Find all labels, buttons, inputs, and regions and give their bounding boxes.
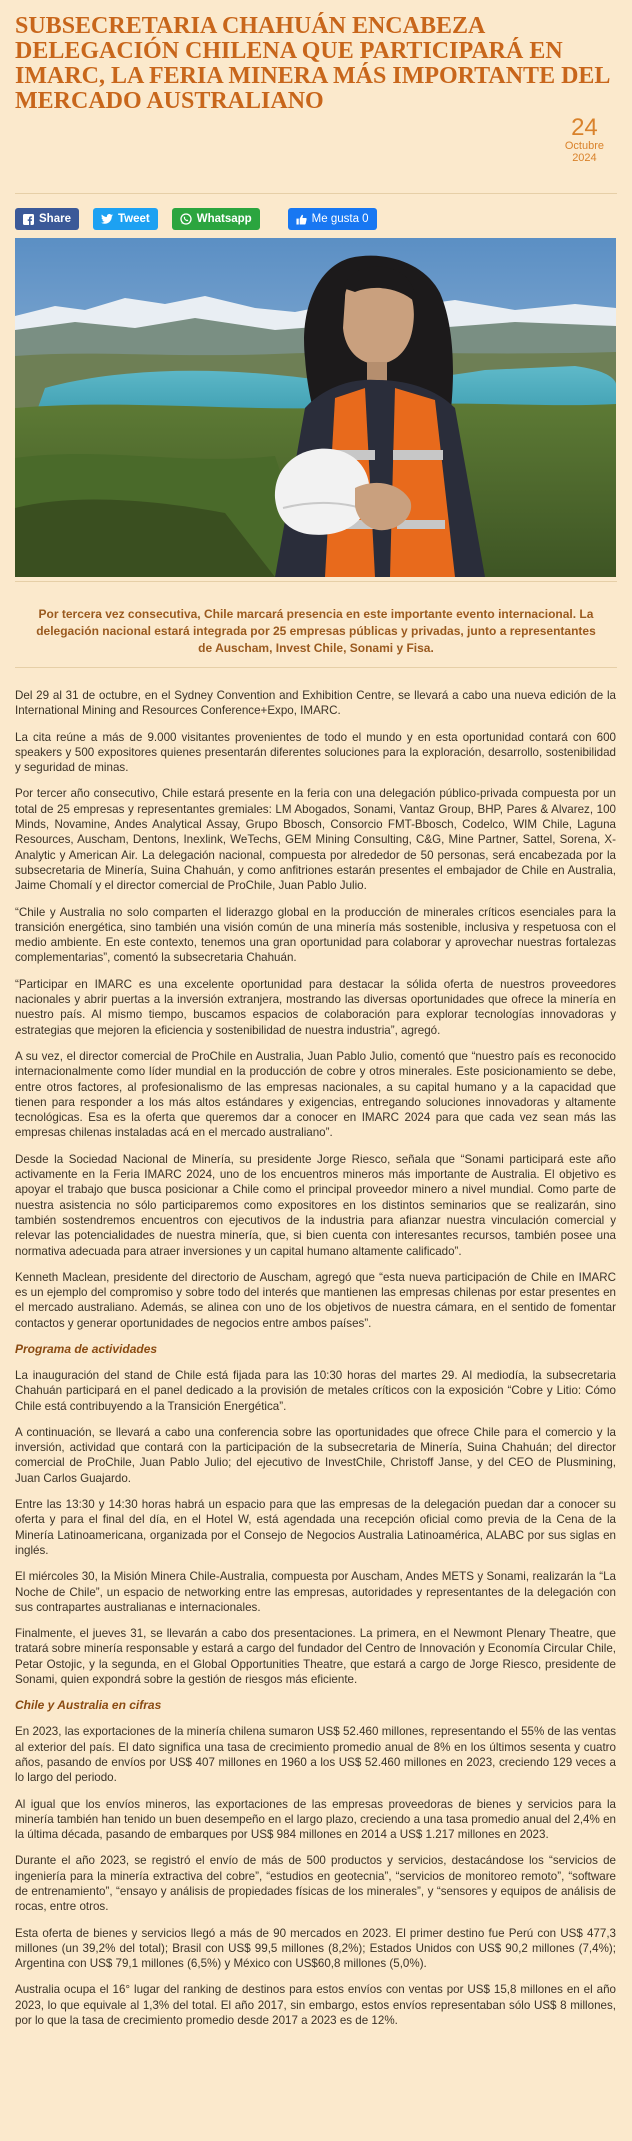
paragraph: En 2023, las exportaciones de la minería chilena sumaron US$ 52.460 millones, representando el 55% de las ventas al exterior del país. El dato significa una tasa de crecimiento promedio anual de 8% en los últimos sesenta y cuatro años, pasando de envíos por US$ 407 millones en 1960 a los US$ 52.460 millones en 2023, creciendo 129 veces a lo largo del periodo. [15, 1725, 616, 1785]
date-day: 24 [571, 114, 598, 141]
paragraph: A su vez, el director comercial de ProChile en Australia, Juan Pablo Julio, comentó que “nuestro país es reconocido internacionalmente como líder mundial en la producción de cobre y otros minerales. Este posicionamiento se debe, entre otros factores, al profesionalismo de las empresas nacionales, a su capital humano y a la capacidad que tienen para responder a los más altos estándares y exigencias, entregando soluciones innovadoras y altamente tecnológicas. Esa es la oferta que queremos dar a conocer en IMARC 2024 para que cada vez sean más las empresas chilenas instaladas acá en el mercado australiano”. [15, 1049, 616, 1140]
paragraph: Al igual que los envíos mineros, las exportaciones de las empresas proveedoras de bienes y servicios para la minería también han tenido un buen desempeño en el largo plazo, creciendo a una tasa promedio anual del 2,4% en la última década, pasando de embarques por US$ 984 millones en 2014 a US$ 1.217 millones en 2023. [15, 1797, 616, 1842]
whatsapp-icon [180, 213, 192, 225]
twitter-bird-icon [101, 214, 113, 224]
facebook-like-button[interactable] [288, 208, 377, 230]
paragraph: Por tercer año consecutivo, Chile estará presente en la feria con una delegación público-privada compuesta por un total de 25 empresas y representantes gremiales: LM Abogados, Sonami, Vantaz Group, BHP, Pares & Alvarez, 100 Minds, Novamine, Andes Analytical Assay, Grupo Bbosch, Consorcio FMT-Bbosch, Codelco, WIM Chile, Laguna Resources, Auscham, Dentons, Inexlink, WeTechs, GEM Mining Consulting, C&G, Mine Partner, Sattel, Sorena, X-Analytic y American Air. La delegación nacional, compuesta por alrededor de 50 personas, será encabezada por la subsecretaria de Minería, Suina Chahuán, y como anfitriones estarán presentes el embajador de Chile en Australia, Jaime Chomalí y el director comercial de ProChile, Juan Pablo Julio. [15, 787, 616, 893]
twitter-tweet-label: Tweet [117, 213, 150, 225]
thumbs-up-icon [296, 214, 307, 225]
facebook-icon [23, 214, 34, 225]
paragraph: Durante el año 2023, se registró el envío de más de 500 productos y servicios, destacándose los “servicios de ingeniería para la minería extractiva del cobre”, “estudios en geotecnia”, “servicios de monitoreo remoto”, “software de entrenamiento”, “ensayo y análisis de propiedades físicas de los minerales”, y “sensores y equipos de análisis de rocas, entre otros. [15, 1854, 616, 1914]
article-title: SUBSECRETARIA CHAHUÁN ENCABEZA DELEGACIÓN CHILENA QUE PARTICIPARÁ EN IMARC, LA FERIA MINERA MÁS IMPORTANTE DEL MERCADO AUSTRALIANO [15, 13, 610, 114]
divider [15, 581, 617, 582]
paragraph: Finalmente, el jueves 31, se llevarán a cabo dos presentaciones. La primera, en el Newmont Plenary Theatre, que tratará sobre minería responsable y estará a cargo del fundador del Centro de Innovación y Economía Circular Chile, Petar Ostojic, y la segunda, en el Global Opportunities Theatre, que estará a cargo de Jorge Riesco, presidente de Sonami, quien expondrá sobre la gestión de riesgos más eficiente. [15, 1627, 616, 1687]
article-photo [15, 238, 616, 577]
facebook-share-button[interactable] [15, 208, 79, 230]
paragraph: La cita reúne a más de 9.000 visitantes provenientes de todo el mundo y en esta oportunidad contará con 600 speakers y 500 expositores quienes presentarán diferentes soluciones para la exploración, desarrollo, sostenibilidad y seguridad de minas. [15, 730, 616, 775]
landscape-portrait-image [15, 238, 616, 577]
article-lead: Por tercera vez consecutiva, Chile marcará presencia en este importante evento internacional. La delegación nacional estará integrada por 25 empresas públicas y privadas, junto a representantes de Auscham, Invest Chile, Sonami y Fisa. [36, 607, 596, 655]
whatsapp-share-button[interactable] [172, 208, 260, 230]
section-heading: Programa de actividades [15, 1341, 158, 1356]
paragraph: A continuación, se llevará a cabo una conferencia sobre las oportunidades que ofrece Chile para el comercio y la inversión, actividad que contará con la participación de la subsecretaria de Minería, Suina Chahuán; del director comercial de ProChile, Juan Pablo Julio; del ejecutivo de InvestChile, Christoff Janse, y del CEO de Plusmining, Juan Carlos Guajardo. [15, 1425, 616, 1485]
paragraph: “Participar en IMARC es una excelente oportunidad para destacar la sólida oferta de nuestros proveedores nacionales y abrir puertas a la inversión extranjera, mostrando las diversas oportunidades que ofrece la minería en nuestro país. Al mismo tiempo, buscamos espacios de colaboración para explorar tecnologías innovadoras y estrategias que mejoren la eficiencia y sostenibilidad de nuestra industria”, agregó. [15, 977, 616, 1037]
section-heading: Chile y Australia en cifras [15, 1698, 162, 1713]
facebook-like-label: Me gusta 0 [311, 213, 369, 225]
whatsapp-share-label: Whatsapp [196, 213, 252, 225]
paragraph: Kenneth Maclean, presidente del directorio de Auscham, agregó que “esta nueva participación de Chile en IMARC es un ejemplo del compromiso y sobre todo del interés que mantienen las empresas chilenas por estar presentes en el mercado australiano. Además, se alinea con uno de los objetivos de nuestra cámara, en el sentido de fomentar contactos y generar oportunidades de negocios entre ambos países”. [15, 1270, 616, 1330]
article-body [15, 688, 616, 2039]
share-bar [15, 208, 377, 230]
paragraph: Del 29 al 31 de octubre, en el Sydney Convention and Exhibition Centre, se llevará a cabo una nueva edición de la International Mining and Resources Conference+Expo, IMARC. [15, 689, 616, 718]
paragraph: La inauguración del stand de Chile está fijada para las 10:30 horas del martes 29. Al mediodía, la subsecretaria Chahuán participará en el panel dedicado a la provisión de metales críticos con la exposición “Cobre y Litio: Cómo Chile está contribuyendo a la Transición Energética”. [15, 1368, 616, 1413]
twitter-tweet-button[interactable] [93, 208, 158, 230]
divider [15, 193, 617, 194]
date-month: Octubre [564, 140, 604, 152]
divider [15, 667, 617, 668]
paragraph: Australia ocupa el 16° lugar del ranking de destinos para estos envíos con ventas por US$ 15,8 millones en el año 2023, lo que equivale al 1,3% del total. El año 2017, sin embargo, estos envíos representaban sólo US$ 8 millones, por lo que la tasa de crecimiento promedio desde 2017 a 2023 es de 12%. [15, 1983, 616, 2028]
paragraph: Esta oferta de bienes y servicios llegó a más de 90 mercados en 2023. El primer destino fue Perú con US$ 477,3 millones (un 39,2% del total); Brasil con US$ 99,5 millones (8,2%); Estados Unidos con US$ 90,2 millones (7,4%); Argentina con US$ 79,1 millones (6,5%) y México con US$60,8 millones (5,0%). [15, 1926, 616, 1971]
paragraph: El miércoles 30, la Misión Minera Chile-Australia, compuesta por Auscham, Andes METS y Sonami, realizarán la “La Noche de Chile”, un espacio de networking entre las empresas, autoridades y representantes de la delegación con sus contrapartes australianas e internacionales. [15, 1570, 616, 1614]
date-year: 2024 [572, 152, 597, 164]
paragraph: “Chile y Australia no solo comparten el liderazgo global en la producción de minerales críticos esenciales para la transición energética, sino también una visión común de una minería más sostenible, inclusiva y respetuosa con el medio ambiente. En este contexto, tenemos una gran oportunidad para colaborar y aprovechar nuestras fortalezas complementarias”, comentó la subsecretaria Chahuán. [15, 905, 616, 965]
publish-date [565, 116, 604, 164]
facebook-share-label: Share [39, 213, 71, 225]
paragraph: Entre las 13:30 y 14:30 horas habrá un espacio para que las empresas de la delegación puedan dar a conocer su oferta y para el final del día, en el Hotel W, está agendada una recepción oficial como previa de la Cena de la Minería Latinoamericana, organizada por el Consejo de Negocios Australia Latinoamérica, ALABC por sus siglas en inglés. [15, 1498, 616, 1557]
paragraph: Desde la Sociedad Nacional de Minería, su presidente Jorge Riesco, señala que “Sonami participará este año activamente en la Feria IMARC 2024, uno de los encuentros mineros más importante de Australia. El objetivo es apoyar el trabajo que busca posicionar a Chile como el principal proveedor minero a nivel mundial. Como parte de nuestra asistencia no sólo participaremos como expositores en los distintos seminarios que se realizarán, sino también sostendremos encuentros con ejecutivos de la industria para afianzar nuestra vinculación comercial y relevar las potencialidades de nuestra minería, que, si bien cuenta con interesantes recursos, también posee una normativa adecuada para atraer inversiones y un capital humano altamente calificado”. [15, 1152, 616, 1258]
